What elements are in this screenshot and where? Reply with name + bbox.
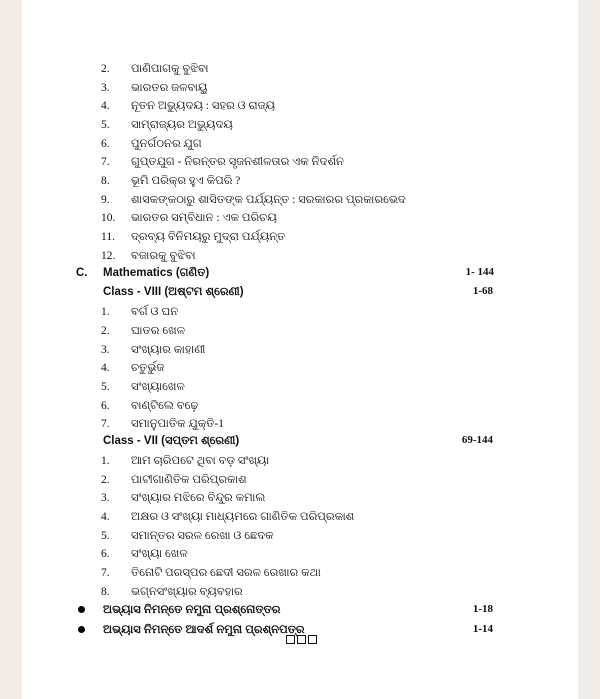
item-number: 7.: [101, 418, 110, 430]
item-title: ବଜାରକୁ ବୁଝିବା: [131, 250, 196, 262]
item-number: 3.: [101, 82, 110, 94]
item-number: 8.: [101, 586, 110, 598]
item-title: ସାମ୍ରାଜ୍ୟର ଅଭ୍ୟୁଦୟ: [131, 119, 233, 131]
item-number: 9.: [101, 194, 110, 206]
bullet-title: ଅଭ୍ୟାସ ନିମନ୍ତେ ଆଦର୍ଶ ନମୁନା ପ୍ରଶ୍ନପତ୍ର: [103, 624, 305, 636]
end-box: [286, 635, 295, 644]
item-title: ଅକ୍ଷର ଓ ସଂଖ୍ୟା ମାଧ୍ୟମରେ ଗାଣିତିକ ପରିପ୍ରକାଶ: [131, 511, 355, 523]
class-pages: 69-144: [461, 434, 493, 446]
item-number: 11.: [101, 231, 115, 243]
item-title: ଗୁପ୍ତଯୁଗ - ନିରନ୍ତର ସୃଜନଶୀଳତାର ଏକ ନିଦର୍ଶନ: [131, 156, 344, 168]
item-title: ଚତୁର୍ଭୁଜ: [131, 362, 165, 374]
item-number: 5.: [101, 119, 110, 131]
item-number: 4.: [101, 362, 110, 374]
item-title: ପାଣିପାଗକୁ ବୁଝିବା: [131, 63, 209, 75]
item-number: 8.: [101, 175, 110, 187]
bullet-title: ଅଭ୍ୟାସ ନିମନ୍ତେ ନମୁନା ପ୍ରଶ୍ନୋତ୍ତର: [103, 604, 281, 616]
item-number: 1.: [101, 306, 110, 318]
item-number: 6.: [101, 548, 110, 560]
item-number: 3.: [101, 344, 110, 356]
item-title: ନୂତନ ଅଭ୍ୟୁଦୟ : ସହର ଓ ରାଜ୍ୟ: [131, 100, 276, 112]
item-title: ତିନୋଟି ପରସ୍ପର ଛେଦୀ ସରଳ ରେଖାର କଥା: [131, 567, 321, 579]
item-title: ଭାରତର ସମ୍ବିଧାନ : ଏକ ପରିଚୟ: [131, 212, 277, 224]
item-title: ସମାନୁପାତିକ ଯୁକ୍ତି-1: [131, 418, 225, 430]
bullet-pages: 1-14: [472, 623, 493, 635]
item-title: ଭୂମି ପରିକ୍ର ହୁଏ କିପରି ?: [131, 175, 241, 187]
section-letter: C.: [76, 267, 88, 279]
item-title: ସମାନ୍ତର ସରଳ ରେଖା ଓ ଛେଦକ: [131, 530, 274, 542]
item-number: 7.: [101, 156, 110, 168]
class-title: Class - VII (ସପ୍ତମ ଶ୍ରେଣୀ): [103, 435, 240, 447]
item-number: 3.: [101, 492, 110, 504]
item-title: ଦ୍ରବ୍ୟ ବିନିମୟରୁ ମୁଦ୍ରା ପର୍ଯ୍ୟନ୍ତ: [131, 231, 286, 243]
item-title: ଶାସକଙ୍କଠାରୁ ଶାସିତଙ୍କ ପର୍ଯ୍ୟନ୍ତ : ସରକାରର ପ୍ରକାରଭେଦ: [131, 194, 406, 206]
item-title: ଘାତର ଖେଳ: [131, 325, 185, 337]
item-title: ଭଗ୍ନସଂଖ୍ୟାର ବ୍ୟବହାର: [131, 586, 243, 598]
item-number: 6.: [101, 138, 110, 150]
class-title: Class - VIII (ଅଷ୍ଟମ ଶ୍ରେଣୀ): [103, 286, 244, 298]
item-number: 4.: [101, 100, 110, 112]
item-number: 2.: [101, 63, 110, 75]
end-box: [308, 635, 317, 644]
item-title: ବର୍ଗ ଓ ଘନ: [131, 306, 179, 318]
item-title: ସଂଖ୍ୟାର ମଝିରେ ବିନ୍ଦୁର କମାଲ: [131, 492, 266, 504]
item-number: 7.: [101, 567, 110, 579]
end-ornament: [286, 635, 317, 644]
end-box: [297, 635, 306, 644]
item-title: ଆମ ଚାରିପଟେ ଥିବା ବଡ଼ ସଂଖ୍ୟା: [131, 455, 270, 467]
item-title: ବାଣ୍ଟିଲେ ବଢ଼େ: [131, 400, 199, 412]
bullet-pages: 1-18: [472, 603, 493, 615]
item-title: ପାଟୀଗାଣିତିକ ପରିପ୍ରକାଶ: [131, 474, 247, 486]
class-pages: 1-68: [472, 285, 493, 297]
item-number: 4.: [101, 511, 110, 523]
item-title: ସଂଖ୍ୟା ଖେଳ: [131, 548, 188, 560]
item-title: ଭାରତର ଜଳବାୟୁ: [131, 82, 208, 94]
section-pages: 1- 144: [465, 266, 494, 278]
section-title: Mathematics (ଗଣିତ): [103, 267, 210, 279]
item-number: 5.: [101, 381, 110, 393]
item-title: ସଂଖ୍ୟାର କାହାଣୀ: [131, 344, 206, 356]
item-number: 2.: [101, 474, 110, 486]
bullet-icon: [78, 606, 85, 613]
item-number: 12.: [101, 250, 116, 262]
item-title: ପୁନର୍ଗଠନର ଯୁଗ: [131, 138, 202, 150]
item-number: 6.: [101, 400, 110, 412]
item-number: 5.: [101, 530, 110, 542]
item-number: 10.: [101, 212, 116, 224]
bullet-icon: [78, 626, 85, 633]
item-number: 1.: [101, 455, 110, 467]
item-number: 2.: [101, 325, 110, 337]
item-title: ସଂଖ୍ୟାଖେଳ: [131, 381, 185, 393]
